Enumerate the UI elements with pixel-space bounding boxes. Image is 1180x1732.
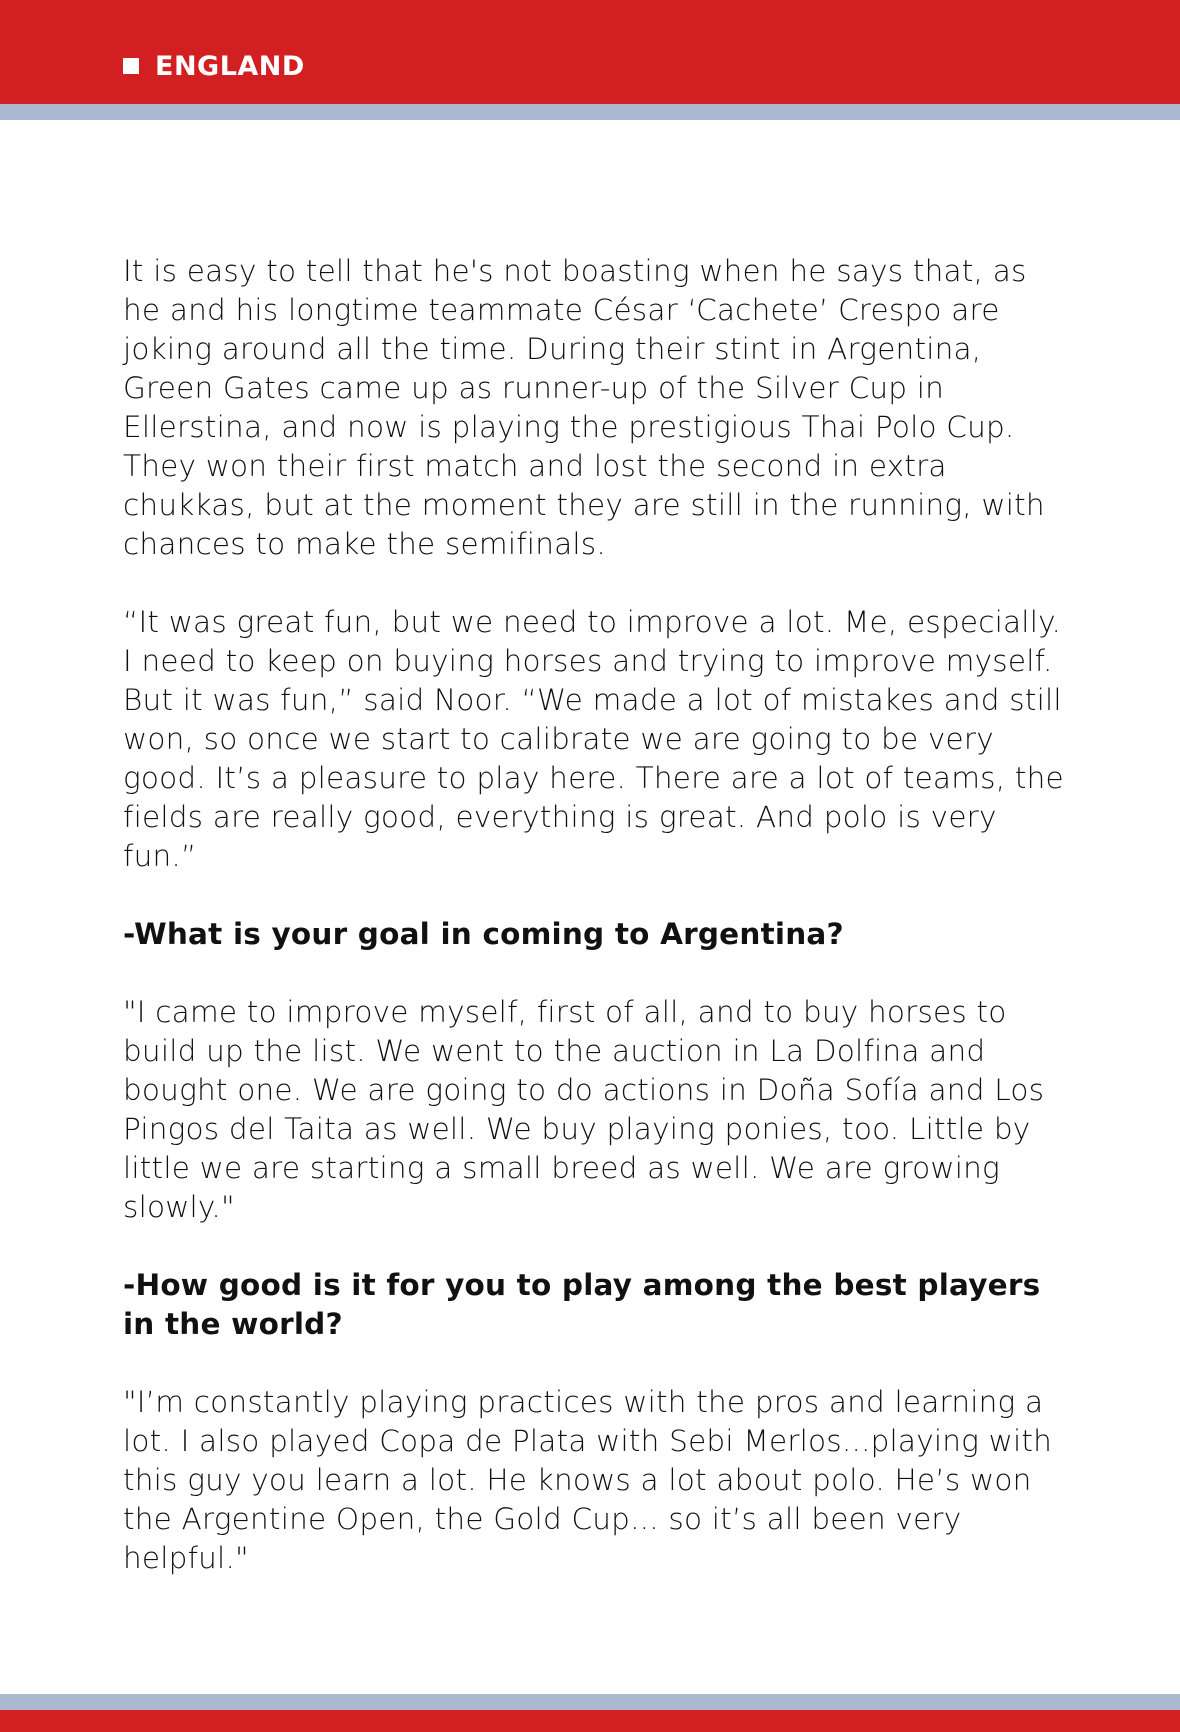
- section-title: ENGLAND: [155, 50, 305, 82]
- question-best-players: -How good is it for you to play among the best players in the world?: [123, 1268, 1041, 1341]
- paragraph-intro: It is easy to tell that he's not boasting when he says that, as he and his longtime teammate César ‘Cachete’ Crespo are joking around all the time. During their stint in Argentina, Green Gates came up as runner-up of the Silver Cup in Ellerstina, and now is playing the prestigious Thai Polo Cup. They won their first match and lost the second in extra chukkas, but at the moment they are still in the running, with chances to make the semifinals.: [123, 254, 1045, 561]
- square-icon: [123, 58, 139, 74]
- answer-goal: "I came to improve myself, first of all, and to buy horses to build up the list. We went to the auction in La Dolfina and bought one. We are going to do actions in Doña Sofía and Los Pingos del Taita as well. We buy playing ponies, too. Little by little we are starting a small breed as well. We are growing slowly.": [123, 995, 1045, 1224]
- answer-best-players: "I’m constantly playing practices with the pros and learning a lot. I also played Copa de Plata with Sebi Merlos...playing with this guy you learn a lot. He knows a lot about polo. He’s won the Argentine Open, the Gold Cup... so it’s all been very helpful.": [123, 1385, 1053, 1575]
- footer-stripe: [0, 1694, 1180, 1710]
- question-goal: -What is your goal in coming to Argentina?: [123, 917, 844, 951]
- section-label: [123, 48, 305, 84]
- footer-band: [0, 1710, 1180, 1732]
- paragraph-quote: “It was great fun, but we need to improve a lot. Me, especially. I need to keep on buying horses and trying to improve myself. But it was fun,” said Noor. “We made a lot of mistakes and still won, so once we start to calibrate we are going to be very good. It’s a pleasure to play here. There are a lot of teams, the fields are really good, everything is great. And polo is very fun.”: [123, 605, 1064, 873]
- article-body: [123, 252, 1073, 1617]
- header-stripe: [0, 104, 1180, 120]
